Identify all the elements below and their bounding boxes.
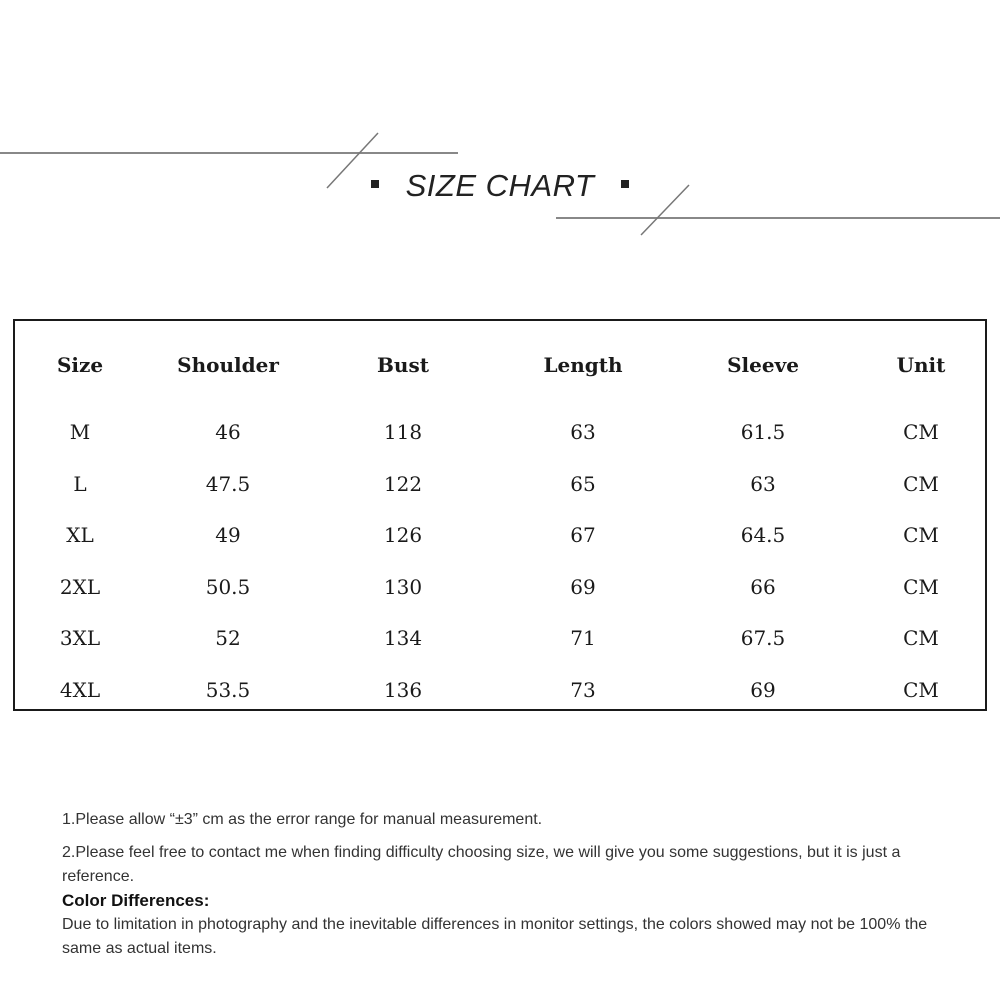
- cell-sleeve: 63: [750, 472, 776, 496]
- cell-sleeve: 61.5: [740, 420, 786, 444]
- cell-bust: 122: [383, 472, 423, 496]
- cell-shoulder: 49: [215, 523, 241, 547]
- cell-length: 65: [570, 472, 596, 496]
- table-row: [15, 469, 985, 499]
- cell-size: 3XL: [59, 626, 101, 650]
- page-title: SIZE CHART: [405, 168, 595, 203]
- cell-shoulder: 50.5: [205, 575, 251, 599]
- cell-shoulder: 53.5: [205, 678, 251, 702]
- cell-length: 69: [570, 575, 596, 599]
- cell-unit: CM: [903, 472, 939, 496]
- cell-bust: 136: [383, 678, 423, 702]
- cell-unit: CM: [903, 420, 939, 444]
- cell-length: 63: [570, 420, 596, 444]
- header-size: Size: [56, 353, 104, 377]
- cell-length: 73: [570, 678, 596, 702]
- table-row: [15, 623, 985, 653]
- cell-bust: 118: [383, 420, 423, 444]
- bullet-left: [371, 180, 379, 188]
- cell-unit: CM: [903, 678, 939, 702]
- table-header-row: [15, 350, 985, 380]
- cell-bust: 126: [383, 523, 423, 547]
- cell-shoulder: 52: [215, 626, 241, 650]
- cell-length: 67: [570, 523, 596, 547]
- bullet-right: [621, 180, 629, 188]
- cell-size: XL: [66, 523, 94, 547]
- table-row: [15, 417, 985, 447]
- cell-length: 71: [570, 626, 596, 650]
- color-differences-heading: Color Differences:: [62, 891, 210, 910]
- cell-sleeve: 69: [750, 678, 776, 702]
- cell-unit: CM: [903, 575, 939, 599]
- table-row: [15, 675, 985, 705]
- color-differences-text: Due to limitation in photography and the inevitable differences in monitor settings, the colors showed may not be 100% the same as actual items.: [62, 916, 928, 957]
- cell-shoulder: 46: [215, 420, 241, 444]
- cell-size: 2XL: [59, 575, 101, 599]
- cell-bust: 130: [383, 575, 423, 599]
- cell-size: L: [73, 472, 87, 496]
- note-measurement-error: 1.Please allow “±3” cm as the error range for manual measurement.: [62, 811, 543, 828]
- cell-bust: 134: [383, 626, 423, 650]
- cell-sleeve: 66: [750, 575, 776, 599]
- size-chart-table: [13, 319, 987, 711]
- header-shoulder: Shoulder: [177, 353, 279, 377]
- table-row: [15, 572, 985, 602]
- header-unit: Unit: [896, 353, 946, 377]
- cell-sleeve: 67.5: [740, 626, 786, 650]
- cell-size: M: [69, 420, 91, 444]
- title-row: [0, 168, 1000, 212]
- cell-shoulder: 47.5: [205, 472, 251, 496]
- cell-unit: CM: [903, 626, 939, 650]
- cell-unit: CM: [903, 523, 939, 547]
- header-bust: Bust: [377, 353, 429, 377]
- notes-section: [62, 808, 942, 961]
- note-contact: 2.Please feel free to contact me when finding difficulty choosing size, we will give you some suggestions, but it is just a reference.: [62, 844, 901, 885]
- cell-size: 4XL: [59, 678, 101, 702]
- header-sleeve: Sleeve: [727, 353, 799, 377]
- cell-sleeve: 64.5: [740, 523, 786, 547]
- table-row: [15, 520, 985, 550]
- header-length: Length: [543, 353, 623, 377]
